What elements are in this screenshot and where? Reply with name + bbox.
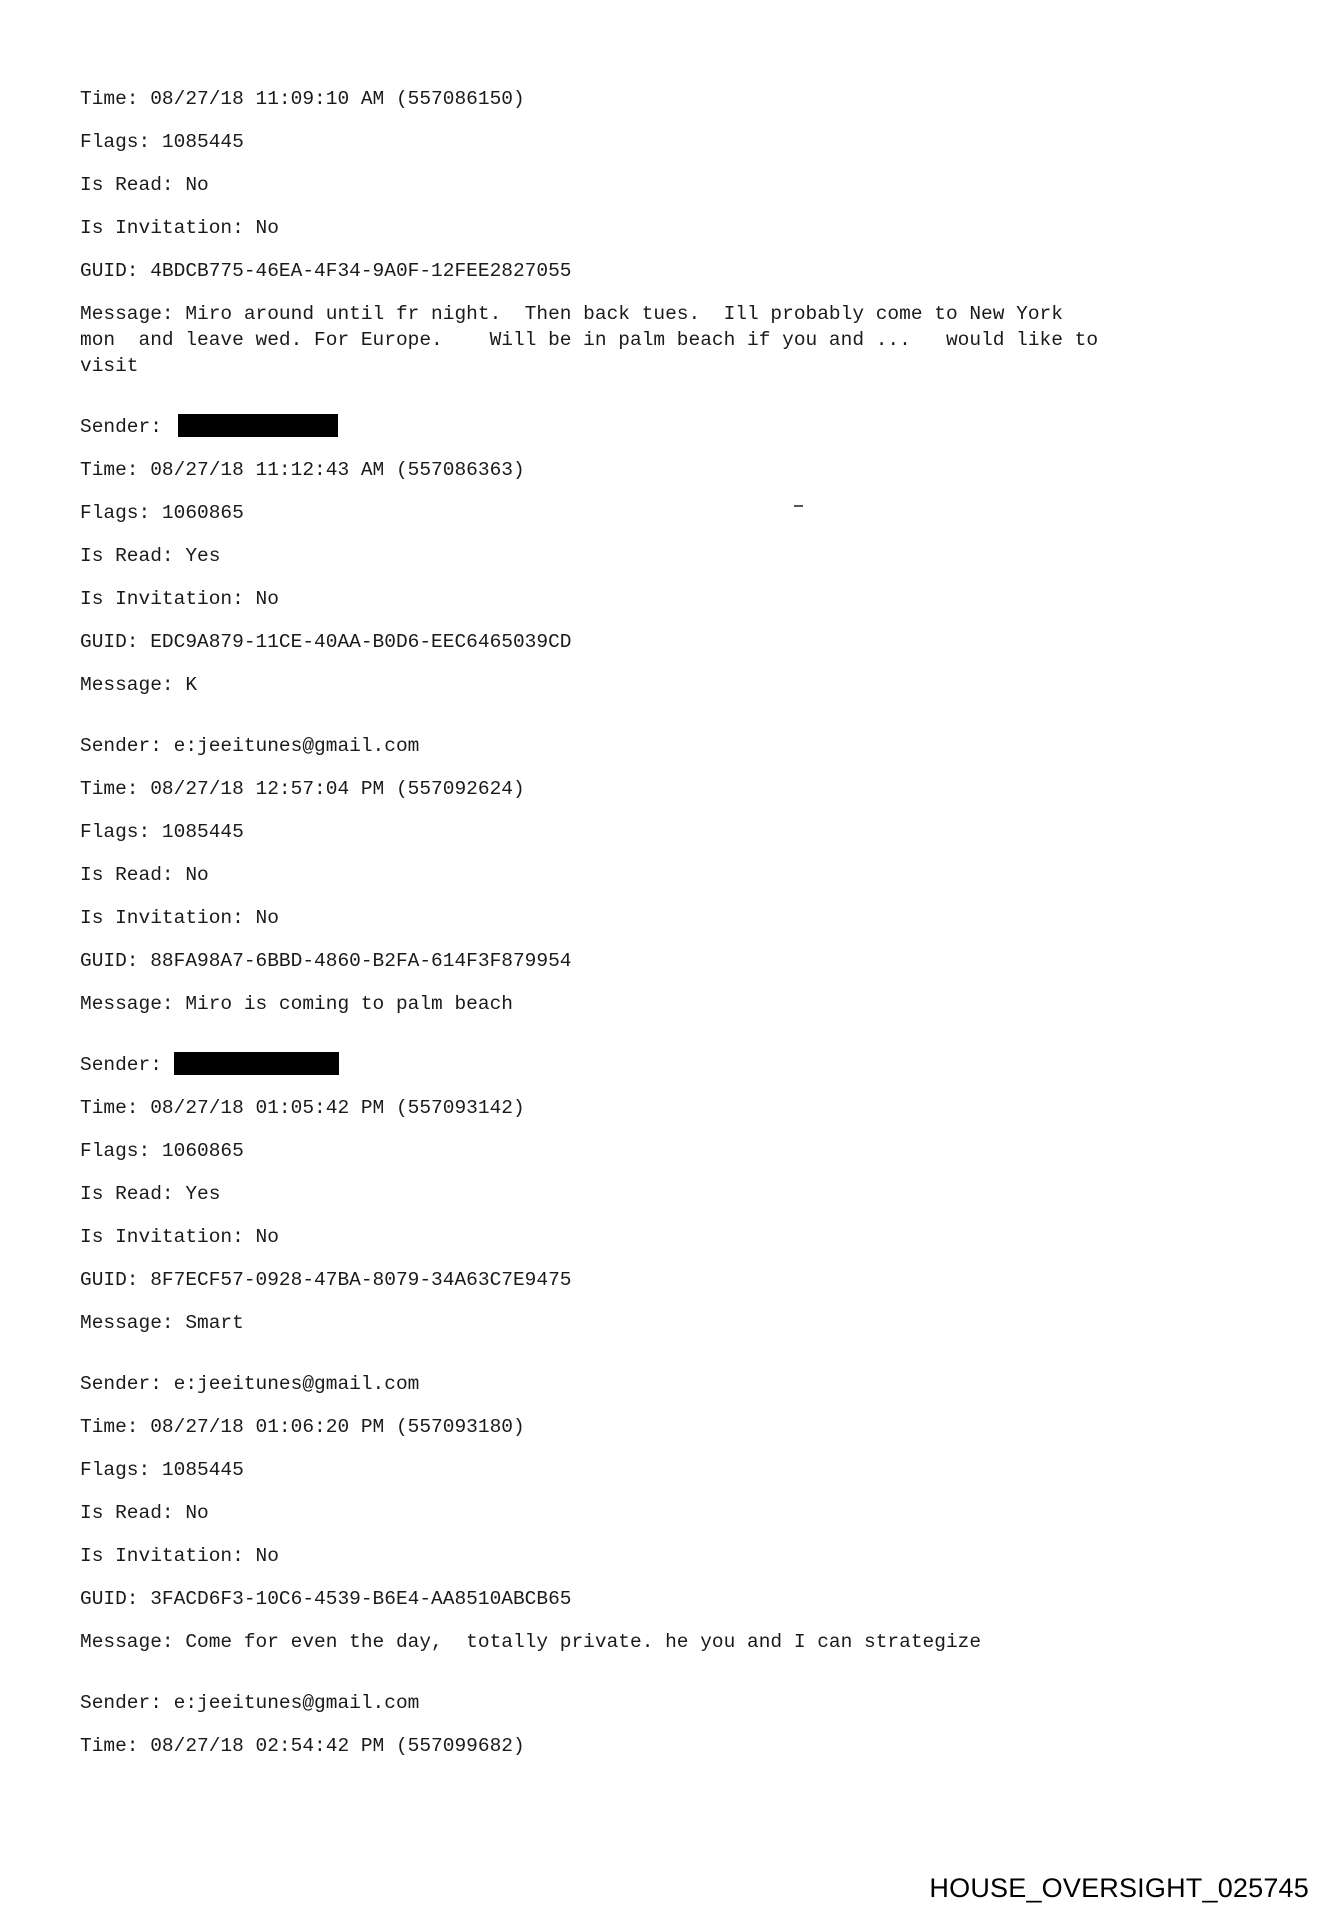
message-guid: GUID: 88FA98A7-6BBD-4860-B2FA-614F3F879954	[80, 950, 572, 972]
message-is-invitation: Is Invitation: No	[80, 1226, 279, 1248]
message-body: Message: Miro is coming to palm beach	[80, 993, 513, 1015]
message-sender	[80, 414, 1260, 440]
message-is-read: Is Read: No	[80, 1502, 209, 1524]
message-time: Time: 08/27/18 11:12:43 AM (557086363)	[80, 459, 525, 481]
message-guid: GUID: 3FACD6F3-10C6-4539-B6E4-AA8510ABCB65	[80, 1588, 572, 1610]
message-body: Message: Come for even the day, totally private. he you and I can strategize	[80, 1631, 982, 1653]
message-flags: Flags: 1060865	[80, 502, 244, 524]
message-time: Time: 08/27/18 01:05:42 PM (557093142)	[80, 1097, 525, 1119]
message-sender: Sender: e:jeeitunes@gmail.com	[80, 735, 420, 757]
message-is-invitation: Is Invitation: No	[80, 588, 279, 610]
message-is-invitation: Is Invitation: No	[80, 217, 279, 239]
sender-label: Sender:	[80, 416, 174, 438]
redaction-box	[174, 1052, 339, 1075]
message-record	[80, 1052, 1260, 1336]
message-guid: GUID: 8F7ECF57-0928-47BA-8079-34A63C7E9475	[80, 1269, 572, 1291]
message-record	[80, 733, 1260, 1017]
redaction-box	[178, 414, 338, 437]
message-sender: Sender: e:jeeitunes@gmail.com	[80, 1373, 420, 1395]
bates-number: HOUSE_OVERSIGHT_025745	[929, 1873, 1309, 1903]
message-is-read: Is Read: Yes	[80, 1183, 221, 1205]
message-record	[80, 1371, 1260, 1655]
scan-artifact	[794, 505, 803, 507]
message-body: Message: Smart	[80, 1312, 244, 1334]
message-flags: Flags: 1085445	[80, 131, 244, 153]
message-sender	[80, 1052, 1260, 1078]
message-time: Time: 08/27/18 12:57:04 PM (557092624)	[80, 778, 525, 800]
message-is-read: Is Read: Yes	[80, 545, 221, 567]
message-flags: Flags: 1060865	[80, 1140, 244, 1162]
message-guid: GUID: 4BDCB775-46EA-4F34-9A0F-12FEE2827055	[80, 260, 572, 282]
message-body: Message: K	[80, 674, 198, 696]
message-record	[80, 1690, 1260, 1759]
message-is-read: Is Read: No	[80, 864, 209, 886]
sender-label: Sender:	[80, 1054, 174, 1076]
message-record	[80, 86, 1260, 379]
message-is-invitation: Is Invitation: No	[80, 907, 279, 929]
message-time: Time: 08/27/18 01:06:20 PM (557093180)	[80, 1416, 525, 1438]
message-flags: Flags: 1085445	[80, 821, 244, 843]
message-body: Message: Miro around until fr night. Then back tues. Ill probably come to New York mon and leave wed. For Europe. Will be in palm beach if you and ... would like to visit	[80, 303, 1099, 377]
message-is-invitation: Is Invitation: No	[80, 1545, 279, 1567]
message-time: Time: 08/27/18 02:54:42 PM (557099682)	[80, 1735, 525, 1757]
message-guid: GUID: EDC9A879-11CE-40AA-B0D6-EEC6465039CD	[80, 631, 572, 653]
message-is-read: Is Read: No	[80, 174, 209, 196]
message-record	[80, 414, 1260, 698]
message-flags: Flags: 1085445	[80, 1459, 244, 1481]
message-time: Time: 08/27/18 11:09:10 AM (557086150)	[80, 88, 525, 110]
message-sender: Sender: e:jeeitunes@gmail.com	[80, 1692, 420, 1714]
message-log	[80, 86, 1260, 1776]
